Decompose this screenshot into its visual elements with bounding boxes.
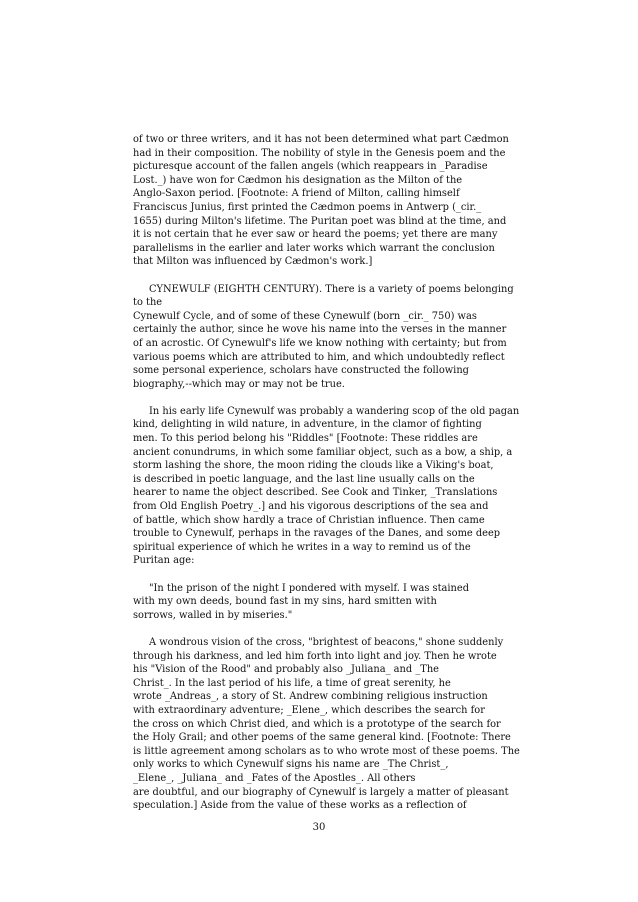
text-line: trouble to Cynewulf, perhaps in the ravages of the Danes, and some deep <box>133 528 501 540</box>
text-line: is described in poetic language, and the last line usually calls on the <box>133 473 475 485</box>
text-line: A wondrous vision of the cross, "brightest of beacons," shone suddenly <box>149 636 504 648</box>
text-line: from Old English Poetry_.] and his vigorous descriptions of the sea and <box>133 501 489 513</box>
text-line: sorrows, walled in by miseries." <box>133 609 293 621</box>
paragraph-vision-of-cross <box>133 636 520 813</box>
text-line: Christ_. In the last period of his life, a time of great serenity, he <box>133 677 451 689</box>
text-line: speculation.] Aside from the value of these works as a reflection of <box>133 800 467 812</box>
text-line: his "Vision of the Rood" and probably also _Juliana_ and _The <box>133 664 439 676</box>
page-number: 30 <box>312 822 326 833</box>
text-line: Franciscus Junius, first printed the Cædmon poems in Antwerp (_cir._ <box>133 201 482 213</box>
text-line: men. To this period belong his "Riddles" [Footnote: These riddles are <box>133 433 478 445</box>
text-line: ancient conundrums, in which some familiar object, such as a bow, a ship, a <box>133 446 513 458</box>
paragraph-quotation <box>133 582 513 623</box>
text-line: CYNEWULF (EIGHTH CENTURY). There is a variety of poems belonging <box>149 283 514 295</box>
text-line: kind, delighting in wild nature, in adventure, in the clamor of fighting <box>133 419 482 431</box>
body-text <box>133 133 520 826</box>
text-line: through his darkness, and led him forth into light and joy. Then he wrote <box>133 650 497 662</box>
text-line: had in their composition. The nobility of style in the Genesis poem and the <box>133 147 506 159</box>
text-line: of two or three writers, and it has not been determined what part Cædmon <box>133 134 509 145</box>
paragraph-early-life <box>133 405 520 568</box>
text-line: is little agreement among scholars as to who wrote most of these poems. The <box>133 745 520 757</box>
text-line: parallelisms in the earlier and later works which warrant the conclusion <box>133 242 495 254</box>
text-line: spiritual experience of which he writes in a way to remind us of the <box>133 541 471 553</box>
text-line: Cynewulf Cycle, and of some of these Cynewulf (born _cir._ 750) was <box>133 310 477 322</box>
text-line: to the <box>133 297 163 309</box>
text-line: some personal experience, scholars have constructed the following <box>133 365 469 377</box>
text-line: it is not certain that he ever saw or heard the poems; yet there are many <box>133 229 498 241</box>
text-line: wrote _Andreas_, a story of St. Andrew combining religious instruction <box>133 691 488 703</box>
text-line: are doubtful, and our biography of Cynewulf is largely a matter of pleasant <box>133 786 509 798</box>
text-line: picturesque account of the fallen angels (which reappears in _Paradise <box>133 161 488 173</box>
text-line: "In the prison of the night I pondered with myself. I was stained <box>149 582 470 594</box>
text-line: hearer to name the object described. See Cook and Tinker, _Translations <box>133 487 498 499</box>
text-line: biography,--which may or may not be true. <box>133 378 345 390</box>
text-line: with extraordinary adventure; _Elene_, which describes the search for <box>133 704 485 716</box>
text-line: 1655) during Milton's lifetime. The Puritan poet was blind at the time, and <box>133 215 507 227</box>
paragraph-cynewulf-intro <box>133 283 513 392</box>
paragraph-caedmon-continued <box>133 133 513 269</box>
text-line: the Holy Grail; and other poems of the same general kind. [Footnote: There <box>133 732 511 744</box>
text-line: storm lashing the shore, the moon riding the clouds like a Viking's boat, <box>133 460 494 472</box>
text-line: Lost._) have won for Cædmon his designation as the Milton of the <box>133 174 463 186</box>
text-line: of battle, which show hardly a trace of Christian influence. Then came <box>133 514 485 526</box>
text-line: the cross on which Christ died, and which is a prototype of the search for <box>133 718 501 730</box>
text-line: with my own deeds, bound fast in my sins, hard smitten with <box>133 596 437 608</box>
text-line: Anglo-Saxon period. [Footnote: A friend of Milton, calling himself <box>133 188 460 200</box>
text-line: that Milton was influenced by Cædmon's work.] <box>133 256 373 268</box>
text-line: various poems which are attributed to him, and which undoubtedly reflect <box>133 351 505 363</box>
text-line: In his early life Cynewulf was probably a wandering scop of the old pagan <box>149 405 520 417</box>
text-line: of an acrostic. Of Cynewulf's life we know nothing with certainty; but from <box>133 337 507 349</box>
text-line: only works to which Cynewulf signs his name are _The Christ_, <box>133 759 449 771</box>
text-line: _Elene_, _Juliana_ and _Fates of the Apostles_. All others <box>133 772 416 784</box>
text-line: Puritan age: <box>133 555 195 567</box>
text-line: certainly the author, since he wove his name into the verses in the manner <box>133 324 507 336</box>
